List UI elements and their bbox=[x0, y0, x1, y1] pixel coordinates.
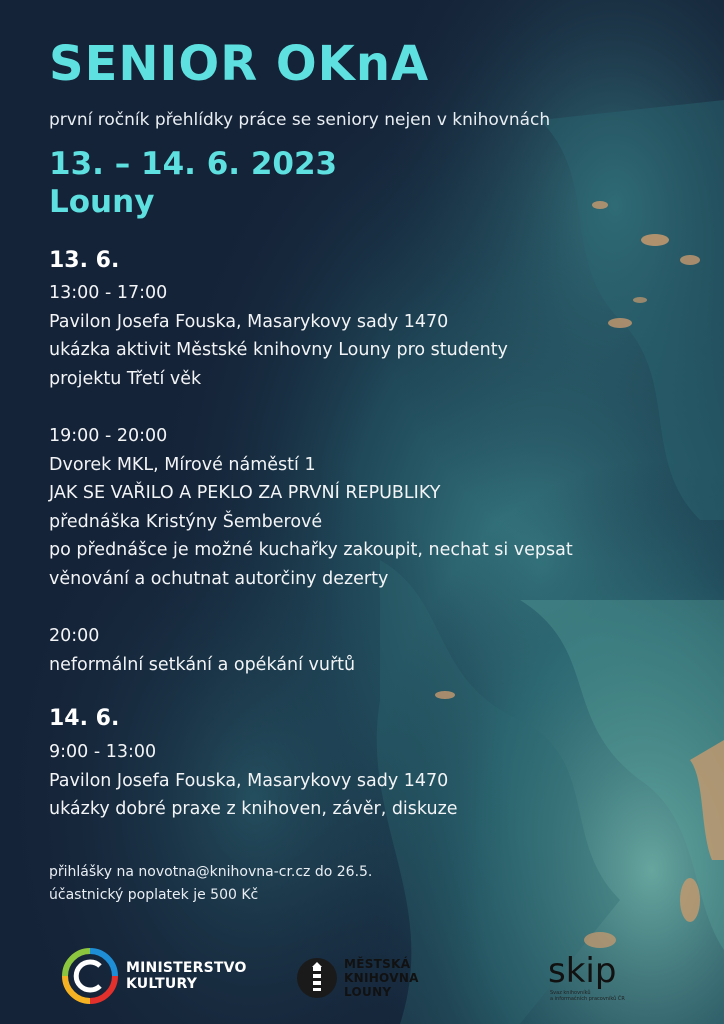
day2-event-1 bbox=[49, 738, 458, 824]
event-line: ukázky dobré praxe z knihoven, závěr, diskuze bbox=[49, 799, 458, 819]
event-city: Louny bbox=[49, 184, 155, 220]
event-line: neformální setkání a opékání vuřtů bbox=[49, 654, 356, 675]
ministry-emblem-icon bbox=[60, 946, 120, 1006]
library-line-1: MĚSTSKÁ bbox=[344, 957, 411, 971]
event-line: Pavilon Josefa Fouska, Masarykovy sady 1470 bbox=[49, 311, 449, 332]
skip-word: skip bbox=[548, 951, 617, 991]
day1-heading: 13. 6. bbox=[49, 248, 120, 273]
ministry-name bbox=[126, 960, 247, 992]
day1-event-2 bbox=[49, 422, 573, 593]
ministry-line-1: MINISTERSTVO bbox=[126, 960, 247, 976]
event-line: Pavilon Josefa Fouska, Masarykovy sady 1470 bbox=[49, 770, 449, 791]
event-line: 9:00 - 13:00 bbox=[49, 742, 157, 762]
skip-subtitle-line-2: a informačních pracovníků ČR bbox=[550, 996, 625, 1002]
event-dates: 13. – 14. 6. 2023 bbox=[49, 146, 338, 182]
ministry-of-culture-logo bbox=[60, 946, 250, 1006]
event-line: Dvorek MKL, Mírové náměstí 1 bbox=[49, 454, 316, 475]
library-name bbox=[344, 957, 419, 999]
library-line-2: KNIHOVNA bbox=[344, 971, 419, 985]
skip-logo bbox=[548, 950, 638, 1010]
event-line: 20:00 bbox=[49, 626, 100, 646]
day1-event-1 bbox=[49, 279, 508, 393]
library-line-3: LOUNY bbox=[344, 985, 392, 999]
event-line: projektu Třetí věk bbox=[49, 368, 202, 389]
event-title: SENIOR OKnA bbox=[49, 36, 430, 92]
library-louny-logo bbox=[296, 955, 436, 1005]
skip-subtitle bbox=[550, 990, 625, 1002]
event-line: přednáška Kristýny Šemberové bbox=[49, 511, 323, 532]
event-line: ukázka aktivit Městské knihovny Louny pro studenty bbox=[49, 340, 508, 360]
registration-text: přihlášky na novotna@knihovna-cr.cz do 26.5. bbox=[49, 864, 373, 880]
fee-text: účastnický poplatek je 500 Kč bbox=[49, 887, 259, 903]
event-line: po přednášce je možné kuchařky zakoupit, nechat si vepsat bbox=[49, 540, 573, 560]
day1-event-3 bbox=[49, 622, 355, 679]
event-line: JAK SE VAŘILO A PEKLO ZA PRVNÍ REPUBLIKY bbox=[49, 483, 441, 503]
event-line: 13:00 - 17:00 bbox=[49, 283, 168, 303]
ministry-line-2: KULTURY bbox=[126, 976, 198, 992]
skip-subtitle-line-1: Svaz knihovníků bbox=[550, 990, 591, 996]
lighthouse-icon bbox=[296, 957, 338, 999]
event-line: věnování a ochutnat autorčiny dezerty bbox=[49, 568, 389, 589]
day2-heading: 14. 6. bbox=[49, 706, 120, 731]
event-line: 19:00 - 20:00 bbox=[49, 426, 168, 446]
registration-info bbox=[49, 861, 372, 907]
event-subtitle: první ročník přehlídky práce se seniory nejen v knihovnách bbox=[49, 110, 551, 130]
